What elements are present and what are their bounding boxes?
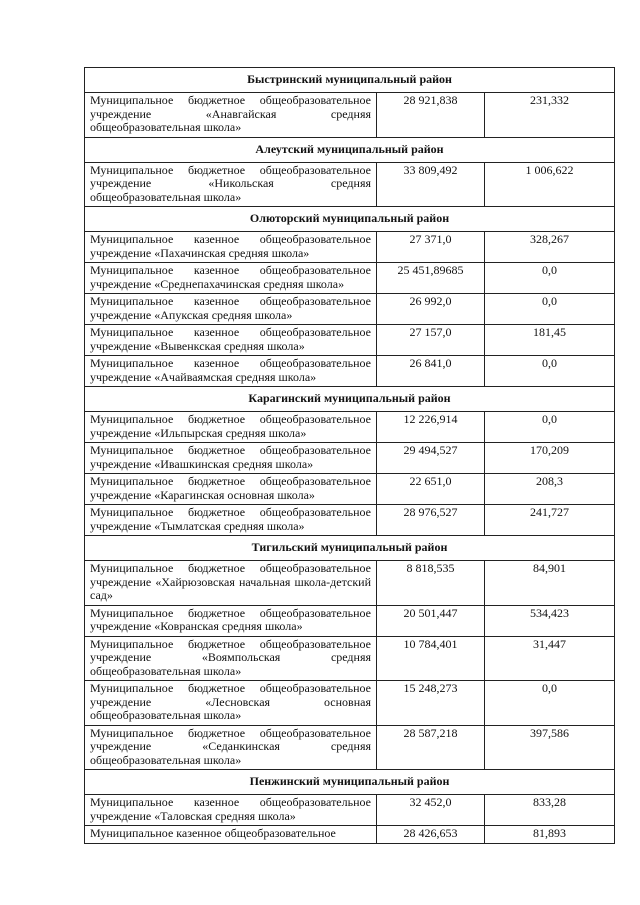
institution-name-cell: Муниципальное казенное общеобразовательное учреждение «Среднепахачинская средняя школа»	[85, 263, 377, 294]
amount-cell: 10 784,401	[377, 636, 485, 681]
amount-cell: 28 587,218	[377, 725, 485, 770]
table-row	[85, 826, 615, 844]
amount-cell: 15 248,273	[377, 681, 485, 726]
table-row	[85, 505, 615, 536]
table-row	[85, 294, 615, 325]
institution-name-cell: Муниципальное бюджетное общеобразовательное учреждение «Ивашкинская средняя школа»	[85, 443, 377, 474]
amount-cell: 20 501,447	[377, 605, 485, 636]
institution-name-cell: Муниципальное казенное общеобразовательное учреждение «Ачайваямская средняя школа»	[85, 356, 377, 387]
section-title: Олюторский муниципальный район	[85, 207, 615, 232]
amount-cell: 12 226,914	[377, 412, 485, 443]
table-row	[85, 232, 615, 263]
secondary-amount-cell: 0,0	[485, 681, 615, 726]
secondary-amount-cell: 833,28	[485, 795, 615, 826]
amount-cell: 33 809,492	[377, 162, 485, 207]
section-title: Пенжинский муниципальный район	[85, 770, 615, 795]
amount-cell: 27 157,0	[377, 325, 485, 356]
secondary-amount-cell: 397,586	[485, 725, 615, 770]
institution-name-cell: Муниципальное бюджетное общеобразовательное учреждение «Никольская средняя общеобразовательная школа»	[85, 162, 377, 207]
secondary-amount-cell: 0,0	[485, 356, 615, 387]
table-body	[85, 68, 615, 844]
amount-cell: 29 494,527	[377, 443, 485, 474]
section-title: Быстринский муниципальный район	[85, 68, 615, 93]
amount-cell: 25 451,89685	[377, 263, 485, 294]
institution-name-cell: Муниципальное бюджетное общеобразовательное учреждение «Анавгайская средняя общеобразовательная школа»	[85, 93, 377, 138]
institution-name-cell: Муниципальное казенное общеобразовательное учреждение «Вывенкская средняя школа»	[85, 325, 377, 356]
secondary-amount-cell: 81,893	[485, 826, 615, 844]
secondary-amount-cell: 0,0	[485, 294, 615, 325]
table-row	[85, 356, 615, 387]
secondary-amount-cell: 170,209	[485, 443, 615, 474]
secondary-amount-cell: 241,727	[485, 505, 615, 536]
table-row	[85, 561, 615, 606]
institution-name-cell: Муниципальное казенное общеобразовательное учреждение «Апукская средняя школа»	[85, 294, 377, 325]
secondary-amount-cell: 1 006,622	[485, 162, 615, 207]
institution-name-cell: Муниципальное казенное общеобразовательное	[85, 826, 377, 844]
section-header-row	[85, 137, 615, 162]
institution-name-cell: Муниципальное бюджетное общеобразовательное учреждение «Ковранская средняя школа»	[85, 605, 377, 636]
secondary-amount-cell: 84,901	[485, 561, 615, 606]
table-row	[85, 263, 615, 294]
secondary-amount-cell: 0,0	[485, 412, 615, 443]
section-header-row	[85, 770, 615, 795]
schools-funding-table	[84, 67, 615, 844]
document-page	[84, 67, 614, 844]
secondary-amount-cell: 31,447	[485, 636, 615, 681]
table-row	[85, 474, 615, 505]
table-row	[85, 636, 615, 681]
section-header-row	[85, 387, 615, 412]
secondary-amount-cell: 181,45	[485, 325, 615, 356]
amount-cell: 27 371,0	[377, 232, 485, 263]
institution-name-cell: Муниципальное бюджетное общеобразовательное учреждение «Тымлатская средняя школа»	[85, 505, 377, 536]
institution-name-cell: Муниципальное бюджетное общеобразовательное учреждение «Лесновская основная общеобразовательная школа»	[85, 681, 377, 726]
institution-name-cell: Муниципальное казенное общеобразовательное учреждение «Таловская средняя школа»	[85, 795, 377, 826]
secondary-amount-cell: 231,332	[485, 93, 615, 138]
secondary-amount-cell: 208,3	[485, 474, 615, 505]
institution-name-cell: Муниципальное бюджетное общеобразовательное учреждение «Хайрюзовская начальная школа-детский сад»	[85, 561, 377, 606]
table-row	[85, 681, 615, 726]
amount-cell: 8 818,535	[377, 561, 485, 606]
institution-name-cell: Муниципальное бюджетное общеобразовательное учреждение «Карагинская основная школа»	[85, 474, 377, 505]
table-row	[85, 605, 615, 636]
table-row	[85, 412, 615, 443]
amount-cell: 28 426,653	[377, 826, 485, 844]
amount-cell: 32 452,0	[377, 795, 485, 826]
section-title: Карагинский муниципальный район	[85, 387, 615, 412]
table-row	[85, 162, 615, 207]
secondary-amount-cell: 328,267	[485, 232, 615, 263]
amount-cell: 22 651,0	[377, 474, 485, 505]
table-row	[85, 725, 615, 770]
table-row	[85, 93, 615, 138]
institution-name-cell: Муниципальное бюджетное общеобразовательное учреждение «Воямпольская средняя общеобразовательная школа»	[85, 636, 377, 681]
amount-cell: 28 976,527	[377, 505, 485, 536]
amount-cell: 28 921,838	[377, 93, 485, 138]
section-title: Тигильский муниципальный район	[85, 536, 615, 561]
secondary-amount-cell: 534,423	[485, 605, 615, 636]
secondary-amount-cell: 0,0	[485, 263, 615, 294]
table-row	[85, 795, 615, 826]
section-title: Алеутский муниципальный район	[85, 137, 615, 162]
table-row	[85, 443, 615, 474]
amount-cell: 26 841,0	[377, 356, 485, 387]
institution-name-cell: Муниципальное бюджетное общеобразовательное учреждение «Ильпырская средняя школа»	[85, 412, 377, 443]
section-header-row	[85, 536, 615, 561]
section-header-row	[85, 68, 615, 93]
institution-name-cell: Муниципальное бюджетное общеобразовательное учреждение «Седанкинская средняя общеобразовательная школа»	[85, 725, 377, 770]
table-row	[85, 325, 615, 356]
institution-name-cell: Муниципальное казенное общеобразовательное учреждение «Пахачинская средняя школа»	[85, 232, 377, 263]
section-header-row	[85, 207, 615, 232]
amount-cell: 26 992,0	[377, 294, 485, 325]
